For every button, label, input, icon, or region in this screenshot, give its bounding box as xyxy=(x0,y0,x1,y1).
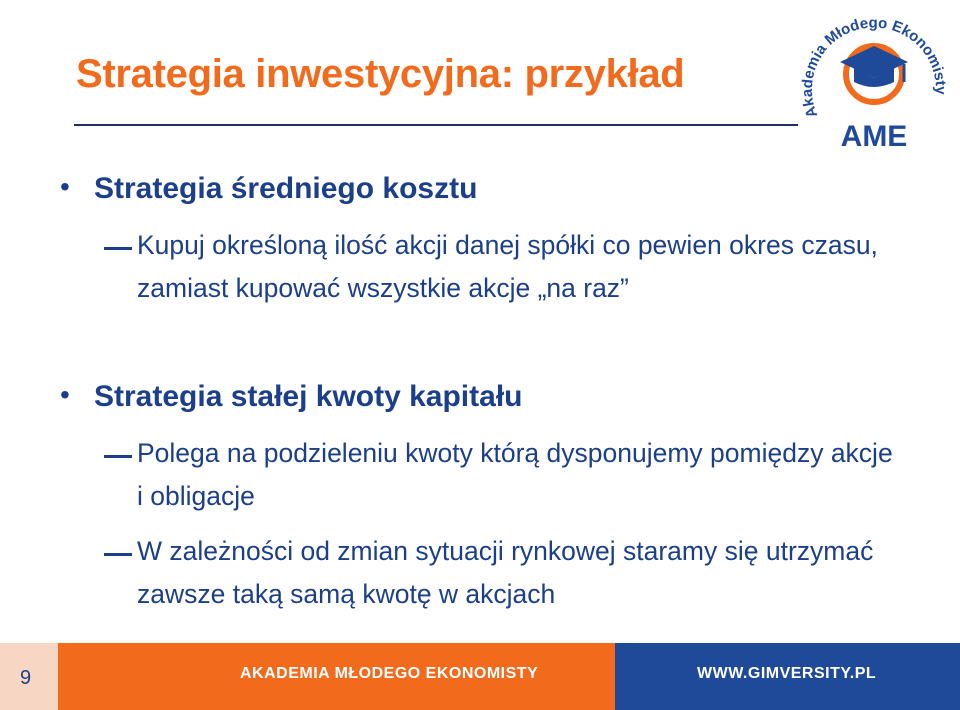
logo-initials: AME xyxy=(840,120,908,153)
sub-bullet-text: W zależności od zmian sytuacji rynkowej staramy się utrzymać zawsze taką samą kwotę w akcjach xyxy=(137,536,874,609)
page-number-box xyxy=(0,643,58,710)
bullet-icon: • xyxy=(60,379,70,410)
bullet-heading: Strategia stałej kwoty kapitału xyxy=(94,380,523,413)
logo-ring-text: Akademia Młodego Ekonomisty xyxy=(798,14,950,121)
page-number: 9 xyxy=(20,667,32,689)
bullet-icon: • xyxy=(60,171,70,202)
footer-website[interactable]: WWW.GIMVERSITY.PL xyxy=(697,665,877,682)
dash-icon xyxy=(104,247,132,250)
footer-bar xyxy=(0,643,960,710)
footer-orange-band xyxy=(58,643,615,710)
footer-left-text: AKADEMIA MŁODEGO EKONOMISTY xyxy=(240,665,539,682)
slide-title: Strategia inwestycyjna: przykład xyxy=(76,52,685,96)
bullet-heading: Strategia średniego kosztu xyxy=(94,172,478,205)
sub-bullet-text: Kupuj określoną ilość akcji danej spółki co pewien okres czasu, zamiast kupować wszystkie akcje „na raz” xyxy=(137,230,878,303)
footer-blue-band xyxy=(615,643,960,710)
dash-icon xyxy=(104,455,132,458)
sub-bullet-text: Polega na podzieleniu kwoty którą dysponujemy pomiędzy akcje i obligacje xyxy=(137,438,893,511)
dash-icon xyxy=(104,553,132,556)
